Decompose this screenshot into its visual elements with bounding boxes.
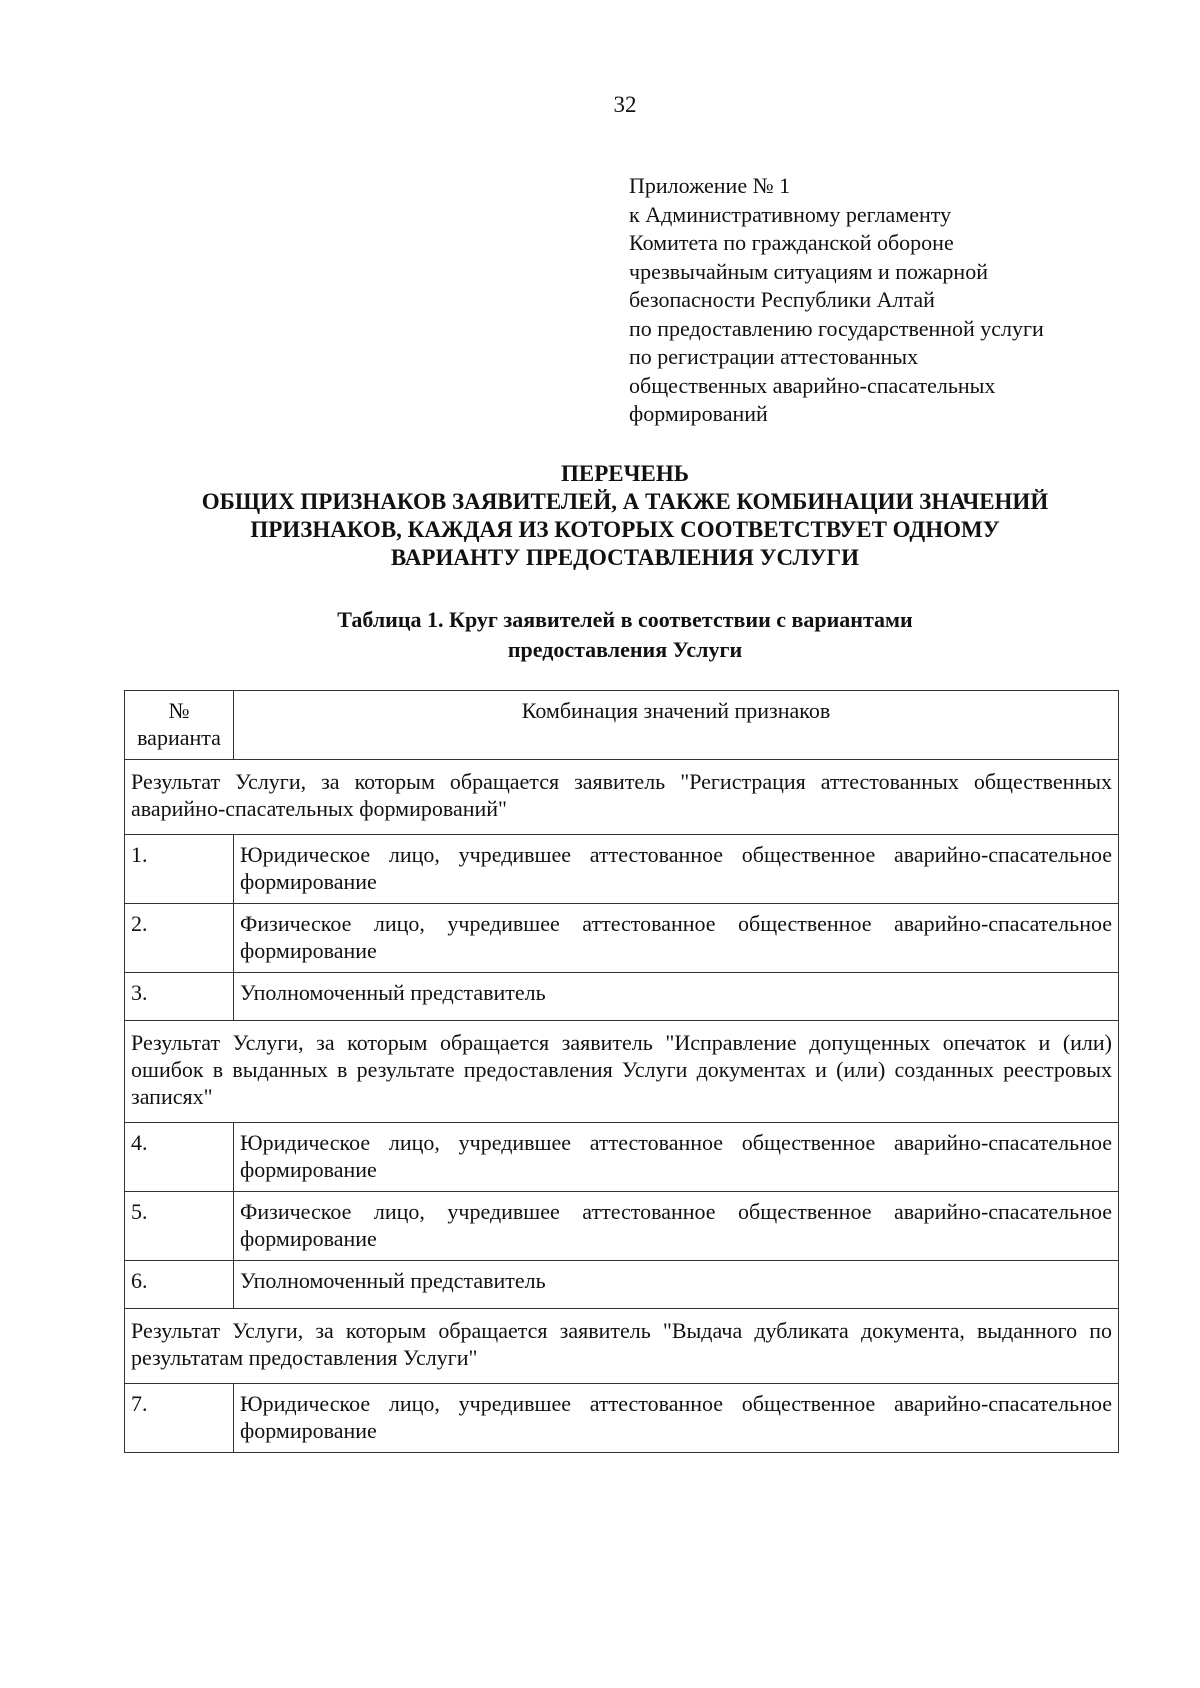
variant-description: Уполномоченный представитель (234, 1261, 1119, 1309)
table-header-row (125, 691, 1119, 760)
header-num-label: варианта (137, 725, 221, 750)
variant-number: 2. (125, 904, 234, 973)
variant-description: Физическое лицо, учредившее аттестованное общественное аварийно-спасательное формирование (234, 904, 1119, 973)
document-heading (100, 460, 1150, 572)
appendix-line: по предоставлению государственной услуги (629, 315, 1044, 341)
variant-description: Юридическое лицо, учредившее аттестованное общественное аварийно-спасательное формирование (234, 835, 1119, 904)
table-caption (100, 605, 1150, 665)
applicants-table (124, 690, 1119, 1453)
variant-number: 1. (125, 835, 234, 904)
table-row (125, 1123, 1119, 1192)
header-num-symbol: № (168, 698, 190, 723)
variant-description: Уполномоченный представитель (234, 973, 1119, 1021)
table-row (125, 835, 1119, 904)
page-number: 32 (613, 92, 637, 117)
table-row (125, 1384, 1119, 1453)
variant-number: 3. (125, 973, 234, 1021)
appendix-line: по регистрации аттестованных (629, 344, 919, 369)
variant-description: Физическое лицо, учредившее аттестованное общественное аварийно-спасательное формирование (234, 1192, 1119, 1261)
heading-line: ОБЩИХ ПРИЗНАКОВ ЗАЯВИТЕЛЕЙ, А ТАКЖЕ КОМБИНАЦИИ ЗНАЧЕНИЙ (201, 489, 1049, 514)
variant-description: Юридическое лицо, учредившее аттестованное общественное аварийно-спасательное формирование (234, 1384, 1119, 1453)
table-row (125, 904, 1119, 973)
heading-line: ПЕРЕЧЕНЬ (561, 461, 689, 486)
appendix-line: Приложение № 1 (629, 173, 791, 198)
caption-line: предоставления Услуги (507, 637, 743, 662)
result-group-text: Результат Услуги, за которым обращается заявитель "Регистрация аттестованных общественных аварийно-спасательных формирований" (125, 760, 1119, 835)
heading-line: ВАРИАНТУ ПРЕДОСТАВЛЕНИЯ УСЛУГИ (390, 545, 860, 570)
table-row (125, 1261, 1119, 1309)
heading-line: ПРИЗНАКОВ, КАЖДАЯ ИЗ КОТОРЫХ СООТВЕТСТВУЕТ ОДНОМУ (250, 517, 1000, 542)
variant-number: 7. (125, 1384, 234, 1453)
appendix-line: безопасности Республики Алтай (629, 287, 935, 312)
variant-number: 6. (125, 1261, 234, 1309)
variant-description: Юридическое лицо, учредившее аттестованное общественное аварийно-спасательное формирование (234, 1123, 1119, 1192)
appendix-line: общественных аварийно-спасательных (629, 372, 996, 398)
caption-line: Таблица 1. Круг заявителей в соответствии с вариантами (337, 607, 913, 632)
variant-number: 5. (125, 1192, 234, 1261)
result-group-text: Результат Услуги, за которым обращается заявитель "Выдача дубликата документа, выданного по результатам предоставления Услуги" (125, 1309, 1119, 1384)
appendix-block (629, 172, 1149, 429)
result-group-text: Результат Услуги, за которым обращается заявитель "Исправление допущенных опечаток и (или) ошибок в выданных в результате предоставления Услуги документах и (или) созданных реестровых записях" (125, 1021, 1119, 1123)
result-group-row (125, 760, 1119, 835)
header-variant-number (125, 691, 234, 760)
table-row (125, 973, 1119, 1021)
variant-number: 4. (125, 1123, 234, 1192)
result-group-row (125, 1021, 1119, 1123)
appendix-line: Комитета по гражданской обороне (629, 230, 954, 255)
result-group-row (125, 1309, 1119, 1384)
header-combination: Комбинация значений признаков (234, 691, 1119, 760)
table-row (125, 1192, 1119, 1261)
appendix-line: чрезвычайным ситуациям и пожарной (629, 258, 988, 284)
appendix-line: к Административному регламенту (629, 201, 952, 227)
appendix-line: формирований (629, 401, 768, 426)
